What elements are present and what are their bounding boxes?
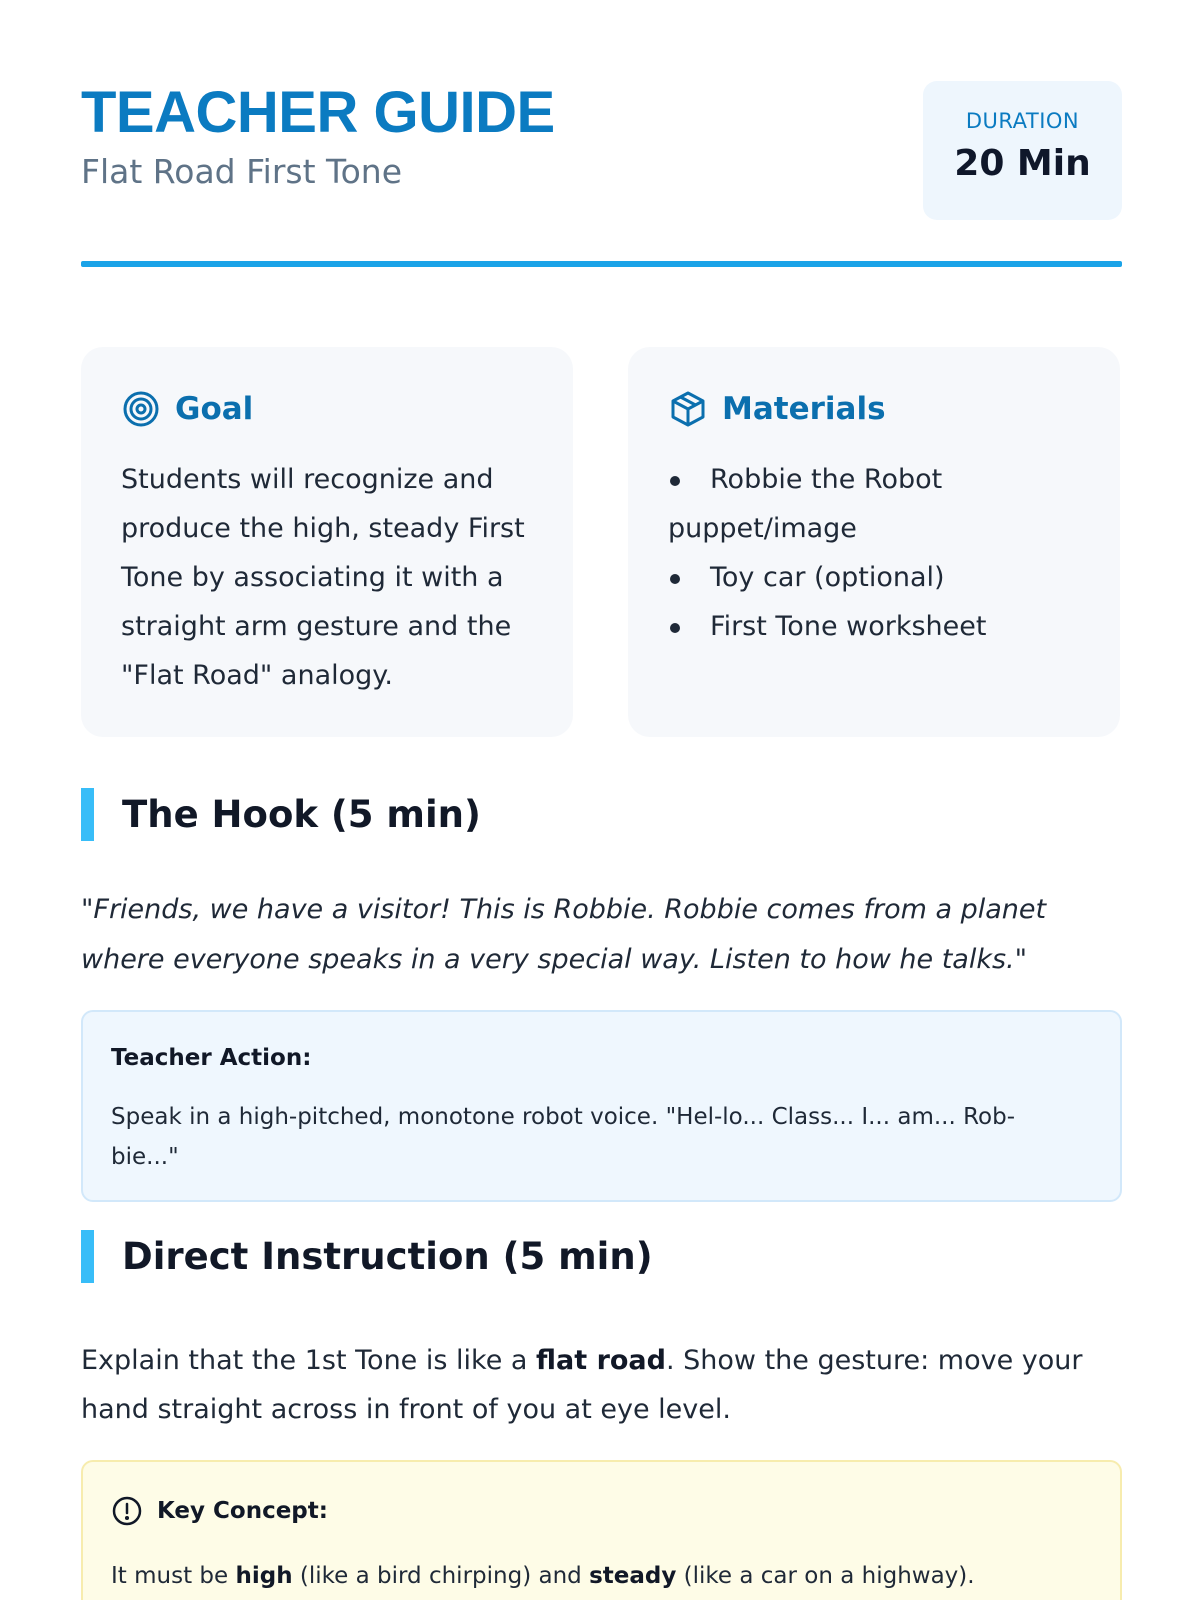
goal-card <box>81 347 573 737</box>
goal-card-header <box>121 389 253 429</box>
materials-card <box>628 347 1120 737</box>
materials-list <box>668 455 1088 651</box>
teacher-guide-page <box>81 0 1122 1589</box>
list-item <box>668 602 1088 651</box>
materials-item-text: First Tone worksheet <box>710 611 987 642</box>
instruction-text-bold: flat road <box>536 1345 666 1376</box>
concept-text-part: (like a bird chirping) and <box>292 1563 590 1589</box>
section-accent-bar <box>81 1230 94 1283</box>
concept-text-bold: steady <box>589 1563 677 1589</box>
hook-heading: The Hook (5 min) <box>122 793 481 836</box>
hook-section-header <box>81 788 481 841</box>
section-accent-bar <box>81 788 94 841</box>
target-icon <box>121 389 161 429</box>
goal-text: Students will recognize and produce the high, steady First Tone by associating it with a straight arm gesture and the "Flat Road" analogy. <box>121 464 525 691</box>
page-subtitle: Flat Road First Tone <box>81 152 402 191</box>
package-icon <box>668 389 708 429</box>
materials-item-text: Toy car (optional) <box>710 562 945 593</box>
key-concept-title: Key Concept: <box>157 1498 328 1524</box>
concept-text-part: It must be <box>111 1563 236 1589</box>
materials-title: Materials <box>722 391 886 427</box>
overview-cards <box>81 347 1122 737</box>
instruction-text-part: . Show the gesture: move your hand straight across in front of you at eye level. <box>81 1345 1083 1425</box>
teacher-action-text: Speak in a high-pitched, monotone robot voice. "Hel-lo... Class... I... am... Rob-bie..." <box>111 1104 1016 1170</box>
page-title: TEACHER GUIDE <box>81 80 555 145</box>
key-concept-text <box>111 1556 1091 1596</box>
list-item <box>668 553 1088 602</box>
concept-text-part: (like a car on a highway). <box>676 1563 975 1589</box>
hook-quote: "Friends, we have a visitor! This is Robbie. Robbie comes from a planet where everyone speaks in a very special way. Listen to how he talks." <box>81 894 1047 975</box>
instruction-heading: Direct Instruction (5 min) <box>122 1235 653 1278</box>
duration-value: 20 Min <box>954 143 1091 184</box>
concept-text-bold: high <box>235 1563 293 1589</box>
goal-title: Goal <box>175 391 254 427</box>
instruction-section-header <box>81 1230 653 1283</box>
instruction-text-part: Explain that the 1st Tone is like a <box>81 1345 537 1376</box>
teacher-action-box <box>81 1010 1122 1202</box>
guide-header <box>81 0 1122 270</box>
materials-item-text: Robbie the Robot puppet/image <box>668 464 943 544</box>
instruction-text <box>81 1336 1122 1434</box>
teacher-action-title: Teacher Action: <box>111 1045 312 1071</box>
header-divider <box>81 261 1122 267</box>
duration-badge <box>923 81 1122 220</box>
list-item <box>668 455 1088 553</box>
alert-circle-icon <box>111 1495 143 1527</box>
key-concept-header <box>111 1495 328 1527</box>
key-concept-box <box>81 1460 1122 1600</box>
duration-label: DURATION <box>965 109 1080 133</box>
materials-card-header <box>668 389 886 429</box>
